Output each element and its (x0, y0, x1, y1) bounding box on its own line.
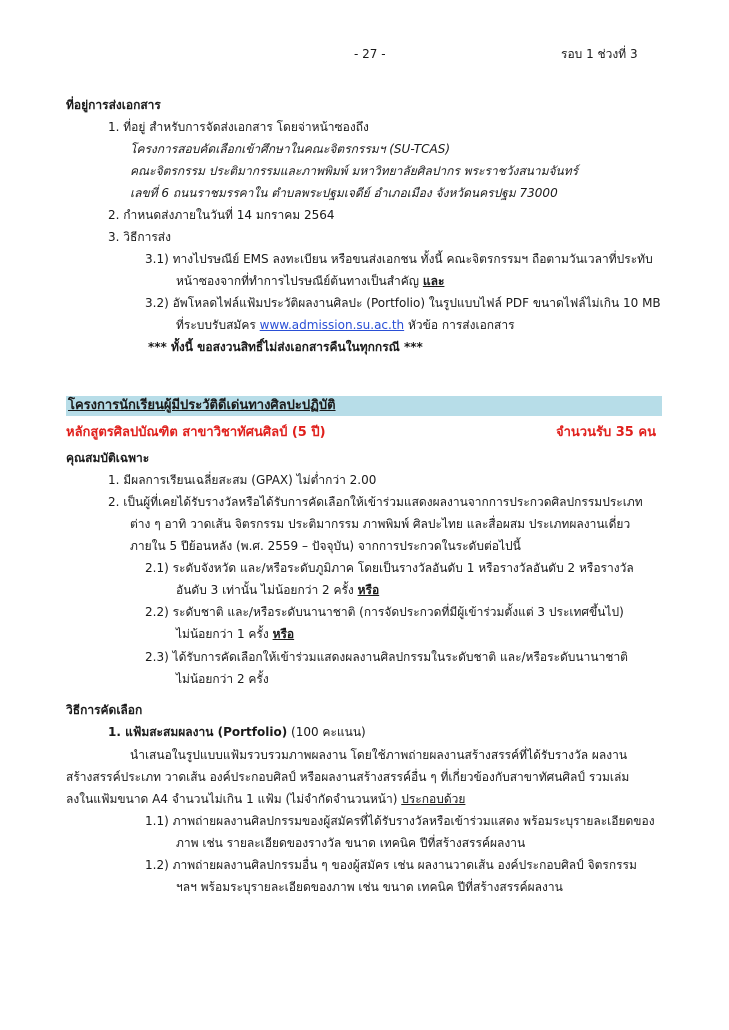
program-title: โครงการนักเรียนผู้มีประวัติดีเด่นทางศิลปะปฏิบัติ (68, 398, 336, 413)
portfolio-desc-text: ลงในแฟ้มขนาด A4 จำนวนไม่เกิน 1 แฟ้ม (ไม่จำกัดจำนวนหน้า) (66, 792, 398, 806)
address-line-3: เลขที่ 6 ถนนราชมรรคาใน ตำบลพระปฐมเจดีย์ อำเภอเมือง จังหวัดนครปฐม 73000 (130, 186, 558, 200)
portfolio-title: 1. แฟ้มสะสมผลงาน (Portfolio) (108, 725, 288, 739)
sub-1-1-line-2: ภาพ เช่น รายละเอียดของรางวัล ขนาด เทคนิค ปีที่สร้างสรรค์ผลงาน (176, 836, 526, 850)
sub-1-2-line-1: 1.2) ภาพถ่ายผลงานศิลปกรรมอื่น ๆ ของผู้สมัคร เช่น ผลงานวาดเส้น องค์ประกอบศิลป์ จิตรกรรม (145, 858, 637, 872)
sub-1-1-line-1: 1.1) ภาพถ่ายผลงานศิลปกรรมของผู้สมัครที่ได้รับรางวัลหรือเข้าร่วมแสดง พร้อมระบุรายละเอียดของ (145, 814, 655, 828)
sub-2-2-line-2 (176, 625, 294, 643)
sub-2-1-line-2 (176, 581, 379, 599)
sub-1-2-line-2: ฯลฯ พร้อมระบุรายละเอียดของภาพ เช่น ขนาด เทคนิค ปีที่สร้างสรรค์ผลงาน (176, 880, 563, 894)
portfolio-desc-line-3 (66, 790, 465, 808)
sub-2-2-text: ไม่น้อยกว่า 1 ครั้ง (176, 627, 269, 641)
course-name: หลักสูตรศิลปบัณฑิต สาขาวิชาทัศนศิลป์ (5 ปี) (66, 425, 326, 440)
or-emphasis: หรือ (357, 583, 380, 597)
qualification-2-line-3: ภายใน 5 ปีย้อนหลัง (พ.ศ. 2559 – ปัจจุบัน) จากการประกวดในระดับต่อไปนี้ (130, 539, 521, 553)
address-line-1: โครงการสอบคัดเลือกเข้าศึกษาในคณะจิตรกรรมฯ (SU-TCAS) (130, 142, 451, 156)
sub-2-1-line-1: 2.1) ระดับจังหวัด และ/หรือระดับภูมิภาค โดยเป็นรางวัลอันดับ 1 หรือรางวัลอันดับ 2 หรือรางวัล (145, 561, 634, 575)
portfolio-desc-line-2: สร้างสรรค์ประเภท วาดเส้น องค์ประกอบศิลป์ หรือผลงานสร้างสรรค์อื่น ๆ ที่เกี่ยวข้องกับสาขาทัศนศิลป์ รวมเล่ม (66, 770, 630, 784)
selection-title: วิธีการคัดเลือก (66, 703, 143, 717)
method-item: 3. วิธีการส่ง (108, 230, 171, 244)
method-3-2-line-2 (176, 316, 515, 334)
deadline-item: 2. กำหนดส่งภายในวันที่ 14 มกราคม 2564 (108, 208, 335, 222)
round-label: รอบ 1 ช่วงที่ 3 (561, 47, 638, 61)
or-emphasis: หรือ (272, 627, 295, 641)
sub-2-1-text: อันดับ 3 เท่านั้น ไม่น้อยกว่า 2 ครั้ง (176, 583, 354, 597)
method-3-2-suffix: หัวข้อ การส่งเอกสาร (407, 318, 515, 332)
admission-link[interactable]: www.admission.su.ac.th (259, 318, 405, 332)
portfolio-desc-line-1: นำเสนอในรูปแบบแฟ้มรวบรวมภาพผลงาน โดยใช้ภาพถ่ายผลงานสร้างสรรค์ที่ได้รับรางวัล ผลงาน (130, 748, 628, 762)
address-item-1: 1. ที่อยู่ สำหรับการจัดส่งเอกสาร โดยจ่าหน้าซองถึง (108, 120, 369, 134)
method-3-1-line-1: 3.1) ทางไปรษณีย์ EMS ลงทะเบียน หรือขนส่งเอกชน ทั้งนี้ คณะจิตรกรรมฯ ถือตามวันเวลาที่ประทับ (145, 252, 653, 266)
qualification-2-line-1: 2. เป็นผู้ที่เคยได้รับรางวัลหรือได้รับการคัดเลือกให้เข้าร่วมแสดงผลงานจากการประกวดศิลปกรรมประเภท (108, 495, 643, 509)
portfolio-score: (100 คะแนน) (291, 725, 366, 739)
method-3-1-line-2 (176, 272, 444, 290)
no-return-notice: *** ทั้งนี้ ขอสงวนสิทธิ์ไม่ส่งเอกสารคืนในทุกกรณี *** (148, 340, 423, 354)
method-3-2-prefix: ที่ระบบรับสมัคร (176, 318, 256, 332)
portfolio-heading (108, 723, 366, 741)
sub-2-2-line-1: 2.2) ระดับชาติ และ/หรือระดับนานาชาติ (การจัดประกวดที่มีผู้เข้าร่วมตั้งแต่ 3 ประเทศขึ้นไป) (145, 605, 624, 619)
sub-2-3-line-2: ไม่น้อยกว่า 2 ครั้ง (176, 672, 269, 686)
consists-of: ประกอบด้วย (401, 792, 466, 806)
qualification-2-line-2: ต่าง ๆ อาทิ วาดเส้น จิตรกรรม ประติมากรรม ภาพพิมพ์ ศิลปะไทย และสื่อผสม ประเภทผลงานเดี่ยว (130, 517, 631, 531)
qualifications-title: คุณสมบัติเฉพาะ (66, 451, 150, 465)
sub-2-3-line-1: 2.3) ได้รับการคัดเลือกให้เข้าร่วมแสดงผลงานศิลปกรรมในระดับชาติ และ/หรือระดับนานาชาติ (145, 650, 628, 664)
page-number: - 27 - (354, 47, 386, 61)
and-emphasis: และ (422, 274, 445, 288)
address-section-title: ที่อยู่การส่งเอกสาร (66, 98, 161, 112)
method-3-1-text: หน้าซองจากที่ทำการไปรษณีย์ต้นทางเป็นสำคัญ (176, 274, 420, 288)
qualification-1: 1. มีผลการเรียนเฉลี่ยสะสม (GPAX) ไม่ต่ำกว่า 2.00 (108, 473, 377, 487)
address-line-2: คณะจิตรกรรม ประติมากรรมและภาพพิมพ์ มหาวิทยาลัยศิลปากร พระราชวังสนามจันทร์ (130, 164, 579, 178)
quota: จำนวนรับ 35 คน (556, 425, 656, 440)
method-3-2-line-1: 3.2) อัพโหลดไฟล์แฟ้มประวัติผลงานศิลปะ (Portfolio) ในรูปแบบไฟล์ PDF ขนาดไฟล์ไม่เกิน 10 MB (145, 296, 661, 310)
